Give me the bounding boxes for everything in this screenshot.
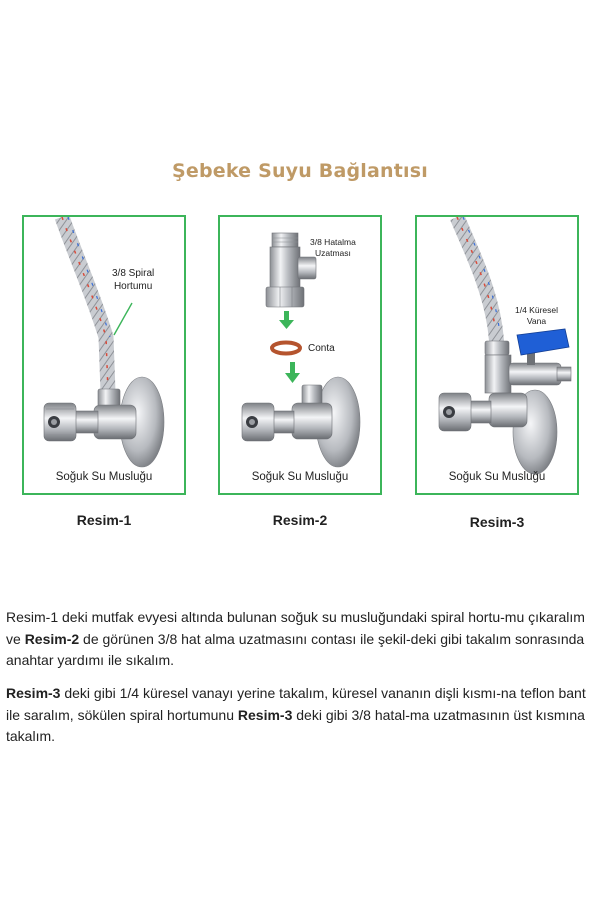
spiral-hose-valve-illustration: [24, 217, 186, 495]
figure-label-resim-3: Resim-3: [469, 514, 525, 530]
figure-label-resim-2: Resim-2: [272, 512, 328, 528]
panel-resim-3: [415, 215, 579, 495]
gasket-label: Conta: [308, 343, 335, 354]
gasket-ring: [272, 343, 300, 354]
panel-caption: Soğuk Su Musluğu: [251, 471, 349, 483]
down-arrow-2: [285, 362, 300, 383]
extension-fitting-illustration: [220, 217, 382, 495]
panel-resim-2: [218, 215, 382, 495]
panel-resim-1: [22, 215, 186, 495]
ball-valve-illustration: [417, 217, 579, 495]
instruction-paragraph-2: Resim-3 deki gibi 1/4 küresel vanayı yerine takalım, küresel vananın dişli kısmı-na teflon bant ile saralım, sökülen spiral hortumunu Resim-3 deki gibi 3/8 hatal-ma uzatmasının üst kısmına takalım.: [6, 685, 586, 744]
panel-caption: Soğuk Su Musluğu: [448, 471, 546, 483]
down-arrow-1: [279, 311, 294, 329]
blue-handle-shape: [517, 329, 569, 355]
hose-label: 3/8 Spiral Hortumu: [112, 268, 155, 292]
page-title: Şebeke Suyu Bağlantısı: [171, 160, 428, 182]
panel-caption: Soğuk Su Musluğu: [55, 471, 153, 483]
figure-label-resim-1: Resim-1: [76, 512, 132, 528]
instruction-paragraph-1: Resim-1 deki mutfak evyesi altında bulunan soğuk su musluğundaki spiral hortu-mu çıkaralım ve Resim-2 de görünen 3/8 hat alma uzatmasını contası ile şekil-deki gibi takalım sonrasında anahtar yardımı ile sıkalım.: [6, 609, 585, 668]
extension-label: 3/8 Hatalma Uzatması: [310, 237, 356, 258]
ball-valve-label: 1/4 Küresel Vana: [515, 305, 558, 326]
